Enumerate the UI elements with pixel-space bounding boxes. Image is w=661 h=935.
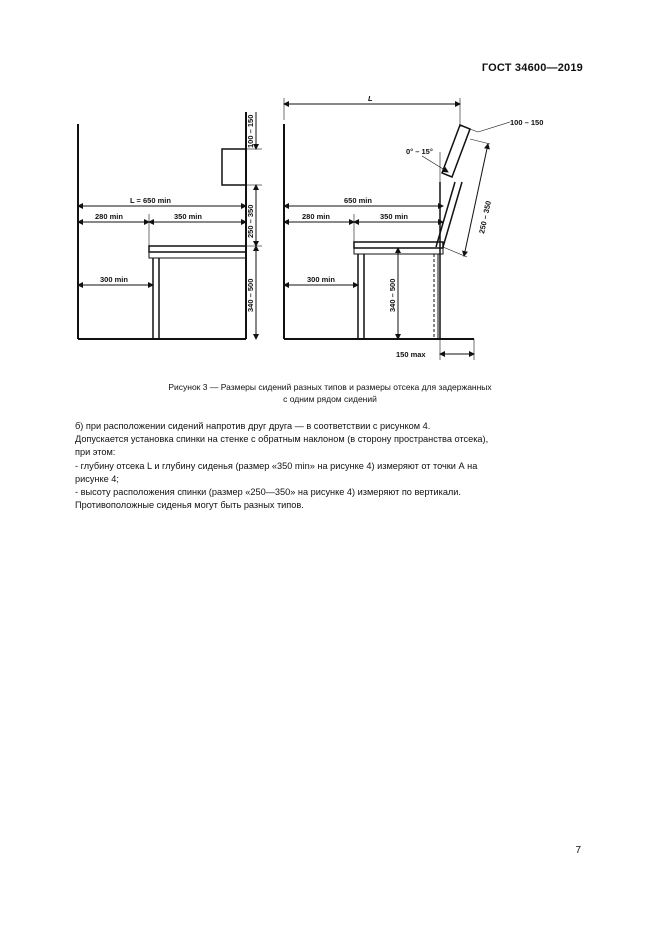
label-left-100-150: 100 – 150 xyxy=(246,114,255,148)
paragraph: - глубину отсека L и глубину сиденья (размер «350 min» на рисунке 4) измеряют от точки А на xyxy=(75,460,478,471)
caption-line-1: Рисунок 3 — Размеры сидений разных типов и размеры отсека для задержанных xyxy=(168,382,492,392)
label-left-340-500: 340 – 500 xyxy=(246,278,255,312)
label-right-150max: 150 max xyxy=(396,350,426,359)
paragraph: Противоположные сиденья могут быть разных типов. xyxy=(75,500,304,511)
page-number: 7 xyxy=(575,845,581,856)
label-right-angle: 0° – 15° xyxy=(406,147,433,156)
label-right-350: 350 min xyxy=(380,212,408,221)
label-right-340-500: 340 – 500 xyxy=(388,278,397,312)
figure-caption xyxy=(110,381,550,405)
right-seat-drawing xyxy=(284,98,510,360)
figure-3-seat-dimensions xyxy=(70,92,544,374)
label-left-280: 280 min xyxy=(95,212,123,221)
paragraph: рисунке 4; xyxy=(75,473,119,484)
label-right-300: 300 min xyxy=(307,275,335,284)
label-left-L: L = 650 min xyxy=(130,196,171,205)
label-right-650: 650 min xyxy=(344,196,372,205)
label-right-250-350: 250 – 350 xyxy=(477,199,493,235)
label-left-250-350: 250 – 350 xyxy=(246,204,255,238)
label-right-280: 280 min xyxy=(302,212,330,221)
paragraph: Допускается установка спинки на стенке с обратным наклоном (в сторону пространства отсека), xyxy=(75,434,489,445)
label-left-350: 350 min xyxy=(174,212,202,221)
body-text xyxy=(75,420,583,512)
paragraph: - высоту расположения спинки (размер «250—350» на рисунке 4) измеряют по вертикали. xyxy=(75,487,461,498)
paragraph: при этом: xyxy=(75,447,116,458)
label-right-100-150: 100 – 150 xyxy=(510,118,544,127)
document-code: ГОСТ 34600—2019 xyxy=(481,62,583,74)
paragraph: б) при расположении сидений напротив друг друга — в соответствии с рисунком 4. xyxy=(75,421,431,431)
caption-line-2: с одним рядом сидений xyxy=(283,394,377,404)
left-seat-drawing xyxy=(78,112,262,339)
label-right-L: L xyxy=(368,94,373,103)
label-left-300: 300 min xyxy=(100,275,128,284)
